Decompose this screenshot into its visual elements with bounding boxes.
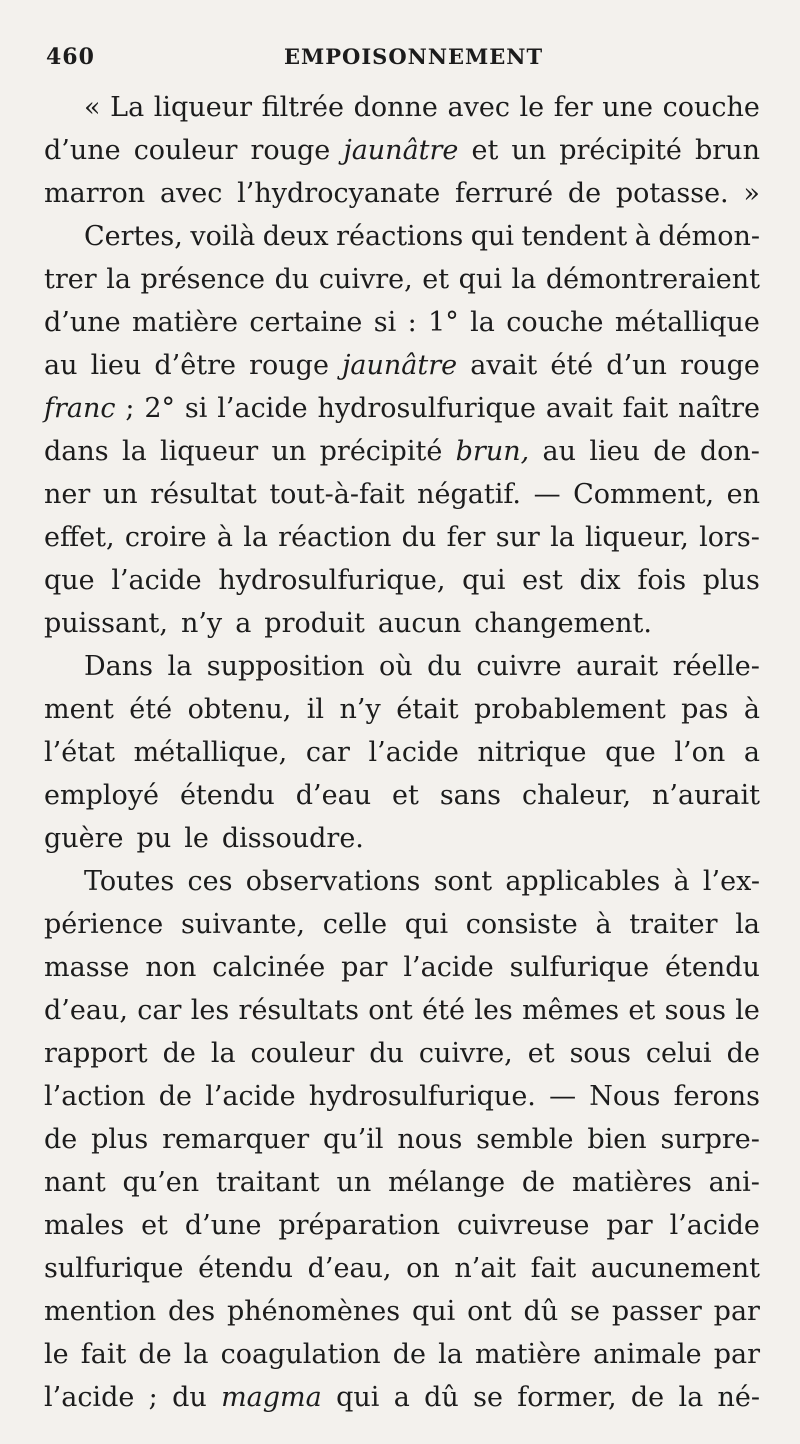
text-line: d’eau, car les résultats ont été les mêmes et sous le bbox=[44, 995, 760, 1026]
page-header bbox=[40, 44, 760, 78]
text-line: nant qu’en traitant un mélange de matières ani- bbox=[44, 1167, 760, 1198]
text-line: de plus remarquer qu’il nous semble bien surpre- bbox=[44, 1124, 760, 1155]
text-line: Dans la supposition où du cuivre aurait réelle- bbox=[84, 651, 760, 682]
text-line: d’une matière certaine si : 1° la couche métallique bbox=[44, 307, 760, 338]
text-line: males et d’une préparation cuivreuse par l’acide bbox=[44, 1210, 760, 1241]
text-line: ment été obtenu, il n’y était probablement pas à bbox=[44, 694, 760, 725]
text-line: l’action de l’acide hydrosulfurique. — Nous ferons bbox=[44, 1081, 760, 1112]
text-line: dans la liqueur un précipité brun, au lieu de don- bbox=[44, 436, 760, 467]
running-title: EMPOISONNEMENT bbox=[284, 44, 544, 69]
text-line: périence suivante, celle qui consiste à traiter la bbox=[44, 909, 760, 940]
text-line: rapport de la couleur du cuivre, et sous celui de bbox=[44, 1038, 760, 1069]
text-line: employé étendu d’eau et sans chaleur, n’aurait bbox=[44, 780, 760, 811]
text-line: effet, croire à la réaction du fer sur la liqueur, lors- bbox=[44, 522, 760, 553]
text-line: franc ; 2° si l’acide hydrosulfurique avait fait naître bbox=[44, 393, 760, 424]
text-line: trer la présence du cuivre, et qui la démontreraient bbox=[44, 264, 760, 295]
text-line: d’une couleur rouge jaunâtre et un précipité brun bbox=[44, 135, 760, 166]
text-line: le fait de la coagulation de la matière animale par bbox=[44, 1339, 760, 1370]
text-line: l’acide ; du magma qui a dû se former, de la né- bbox=[44, 1382, 760, 1413]
text-line: marron avec l’hydrocyanate ferruré de potasse. » bbox=[44, 178, 760, 209]
body-text bbox=[44, 86, 760, 1419]
text-line: guère pu le dissoudre. bbox=[44, 823, 364, 854]
text-line: que l’acide hydrosulfurique, qui est dix fois plus bbox=[44, 565, 760, 596]
page-number: 460 bbox=[46, 44, 95, 70]
text-line: puissant, n’y a produit aucun changement. bbox=[44, 608, 652, 639]
text-line: au lieu d’être rouge jaunâtre avait été d’un rouge bbox=[44, 350, 760, 381]
text-line: l’état métallique, car l’acide nitrique que l’on a bbox=[44, 737, 760, 768]
text-line: ner un résultat tout-à-fait négatif. — Comment, en bbox=[44, 479, 760, 510]
text-line: mention des phénomènes qui ont dû se passer par bbox=[44, 1296, 760, 1327]
text-line: masse non calcinée par l’acide sulfurique étendu bbox=[44, 952, 760, 983]
text-line: Certes, voilà deux réactions qui tendent à démon- bbox=[84, 221, 760, 252]
text-line: sulfurique étendu d’eau, on n’ait fait aucunement bbox=[44, 1253, 760, 1284]
text-line: « La liqueur filtrée donne avec le fer une couche bbox=[84, 92, 760, 123]
text-line: Toutes ces observations sont applicables à l’ex- bbox=[84, 866, 760, 897]
